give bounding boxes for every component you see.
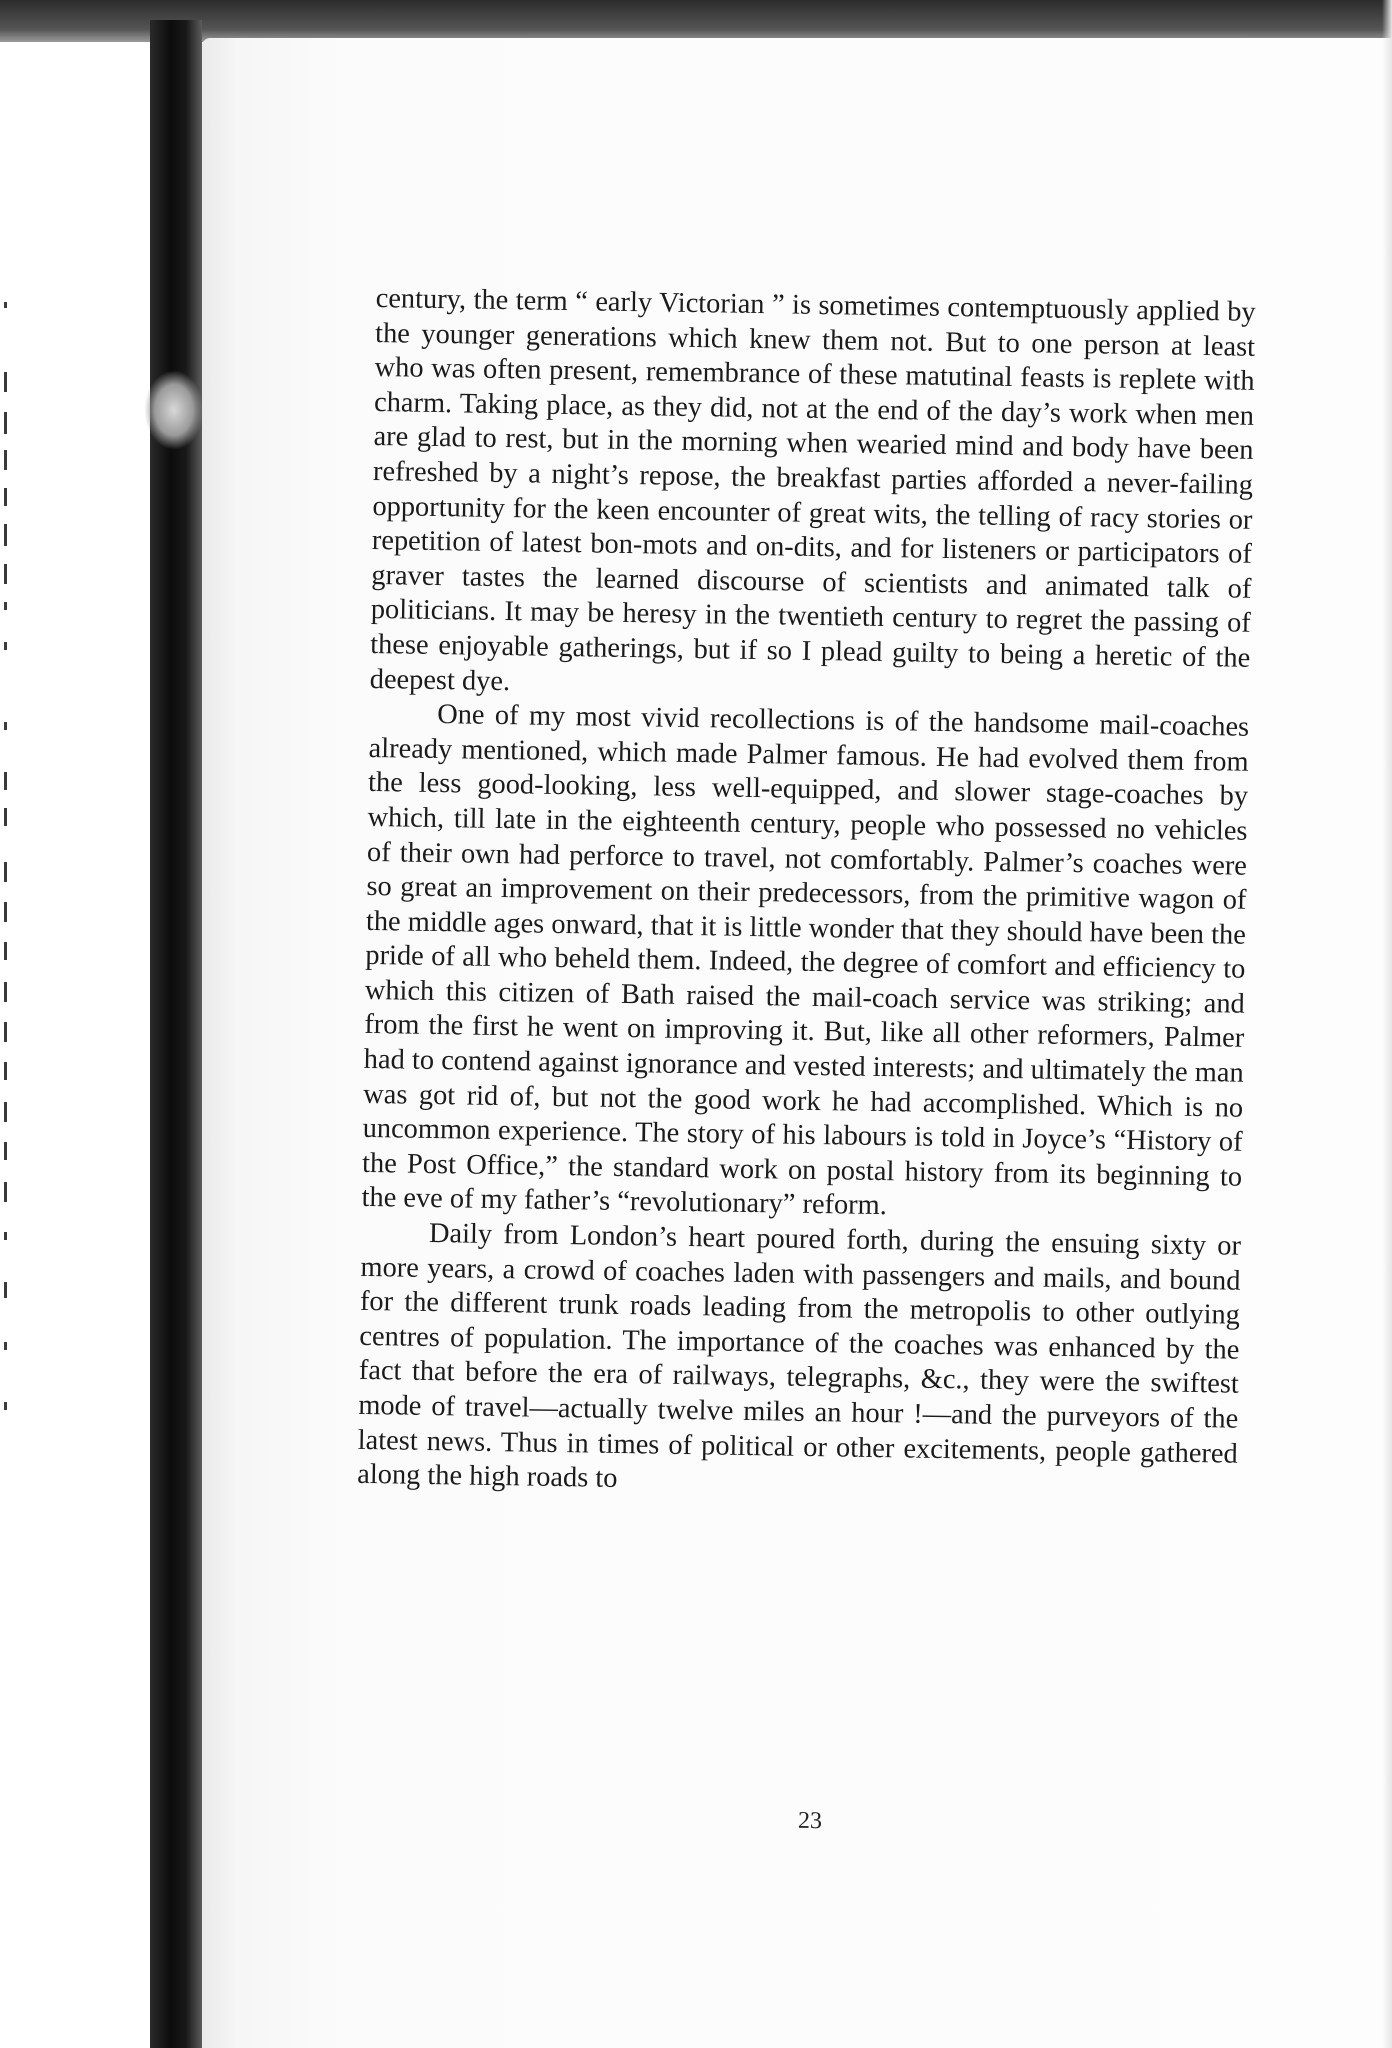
facing-page-text-fragments [4,302,18,1602]
page-right-edge [1382,0,1392,2048]
page-number: 23 [797,1807,823,1835]
book-gutter [150,20,202,2048]
paragraph-3: Daily from London’s heart poured forth, during the ensuing sixty or more years, a crowd of coaches laden with passengers and mails, and bound for the different trunk roads leading from the metropolis to other outlying centres of population. The importance of the coaches was enhanced by the fact that before the era of railways, telegraphs, &c., they were the swiftest mode of travel—actually twelve miles an hour !—and the purveyors of the latest news. Thus in times of political or other excitements, people gathered along the high roads to [357,1217,1242,1495]
gutter-tear-mark [144,370,204,450]
facing-page-edge [0,42,150,2048]
body-text [357,282,1256,1506]
paragraph-2: One of my most vivid recollections is of the handsome mail-coaches already mentioned, which made Palmer famous. He had evolved them from the less good-looking, less well-equipped, and slower stage-coaches by which, till late in the eighteenth century, people who possessed no vehicles of their own had perforce to travel, not comfortably. Palmer’s coaches were so great an improvement on their predecessors, from the primitive wagon of the middle ages onward, that it is little wonder that they should have been the pride of all who beheld them. Indeed, the degree of comfort and efficiency to which this citizen of Bath raised the mail-coach service was striking; and from the first he went on improving it. But, like all other reformers, Palmer had to contend against ignorance and vested interests; and ultimately the man was got rid of, but not the good work he had accomplished. Which is no uncommon experience. The story of his labours is told in Joyce’s “History of the Post Office,” the standard work on postal history from its beginning to the eve of my father’s “revolutionary” reform. [361,699,1250,1222]
scan-top-edge [0,0,1392,42]
paragraph-1: century, the term “ early Victorian ” is sometimes contemptuously applied by the younger generations which knew them not. But to one person at least who was often present, remembrance of these matutinal feasts is replete with charm. Taking place, as they did, not at the end of the day’s work when men are glad to rest, but in the morning when wearied mind and body have been refreshed by a night’s repose, the breakfast parties afforded a never-failing opportunity for the keen encounter of great wits, the telling of racy stories or repetition of latest bon-mots and on-dits, and for listeners or participators of graver tastes the learned discourse of scientists and animated talk of politicians. It may be heresy in the twentieth century to regret the passing of these enjoyable gatherings, but if so I plead guilty to being a heretic of the deepest dye. [369,282,1256,697]
